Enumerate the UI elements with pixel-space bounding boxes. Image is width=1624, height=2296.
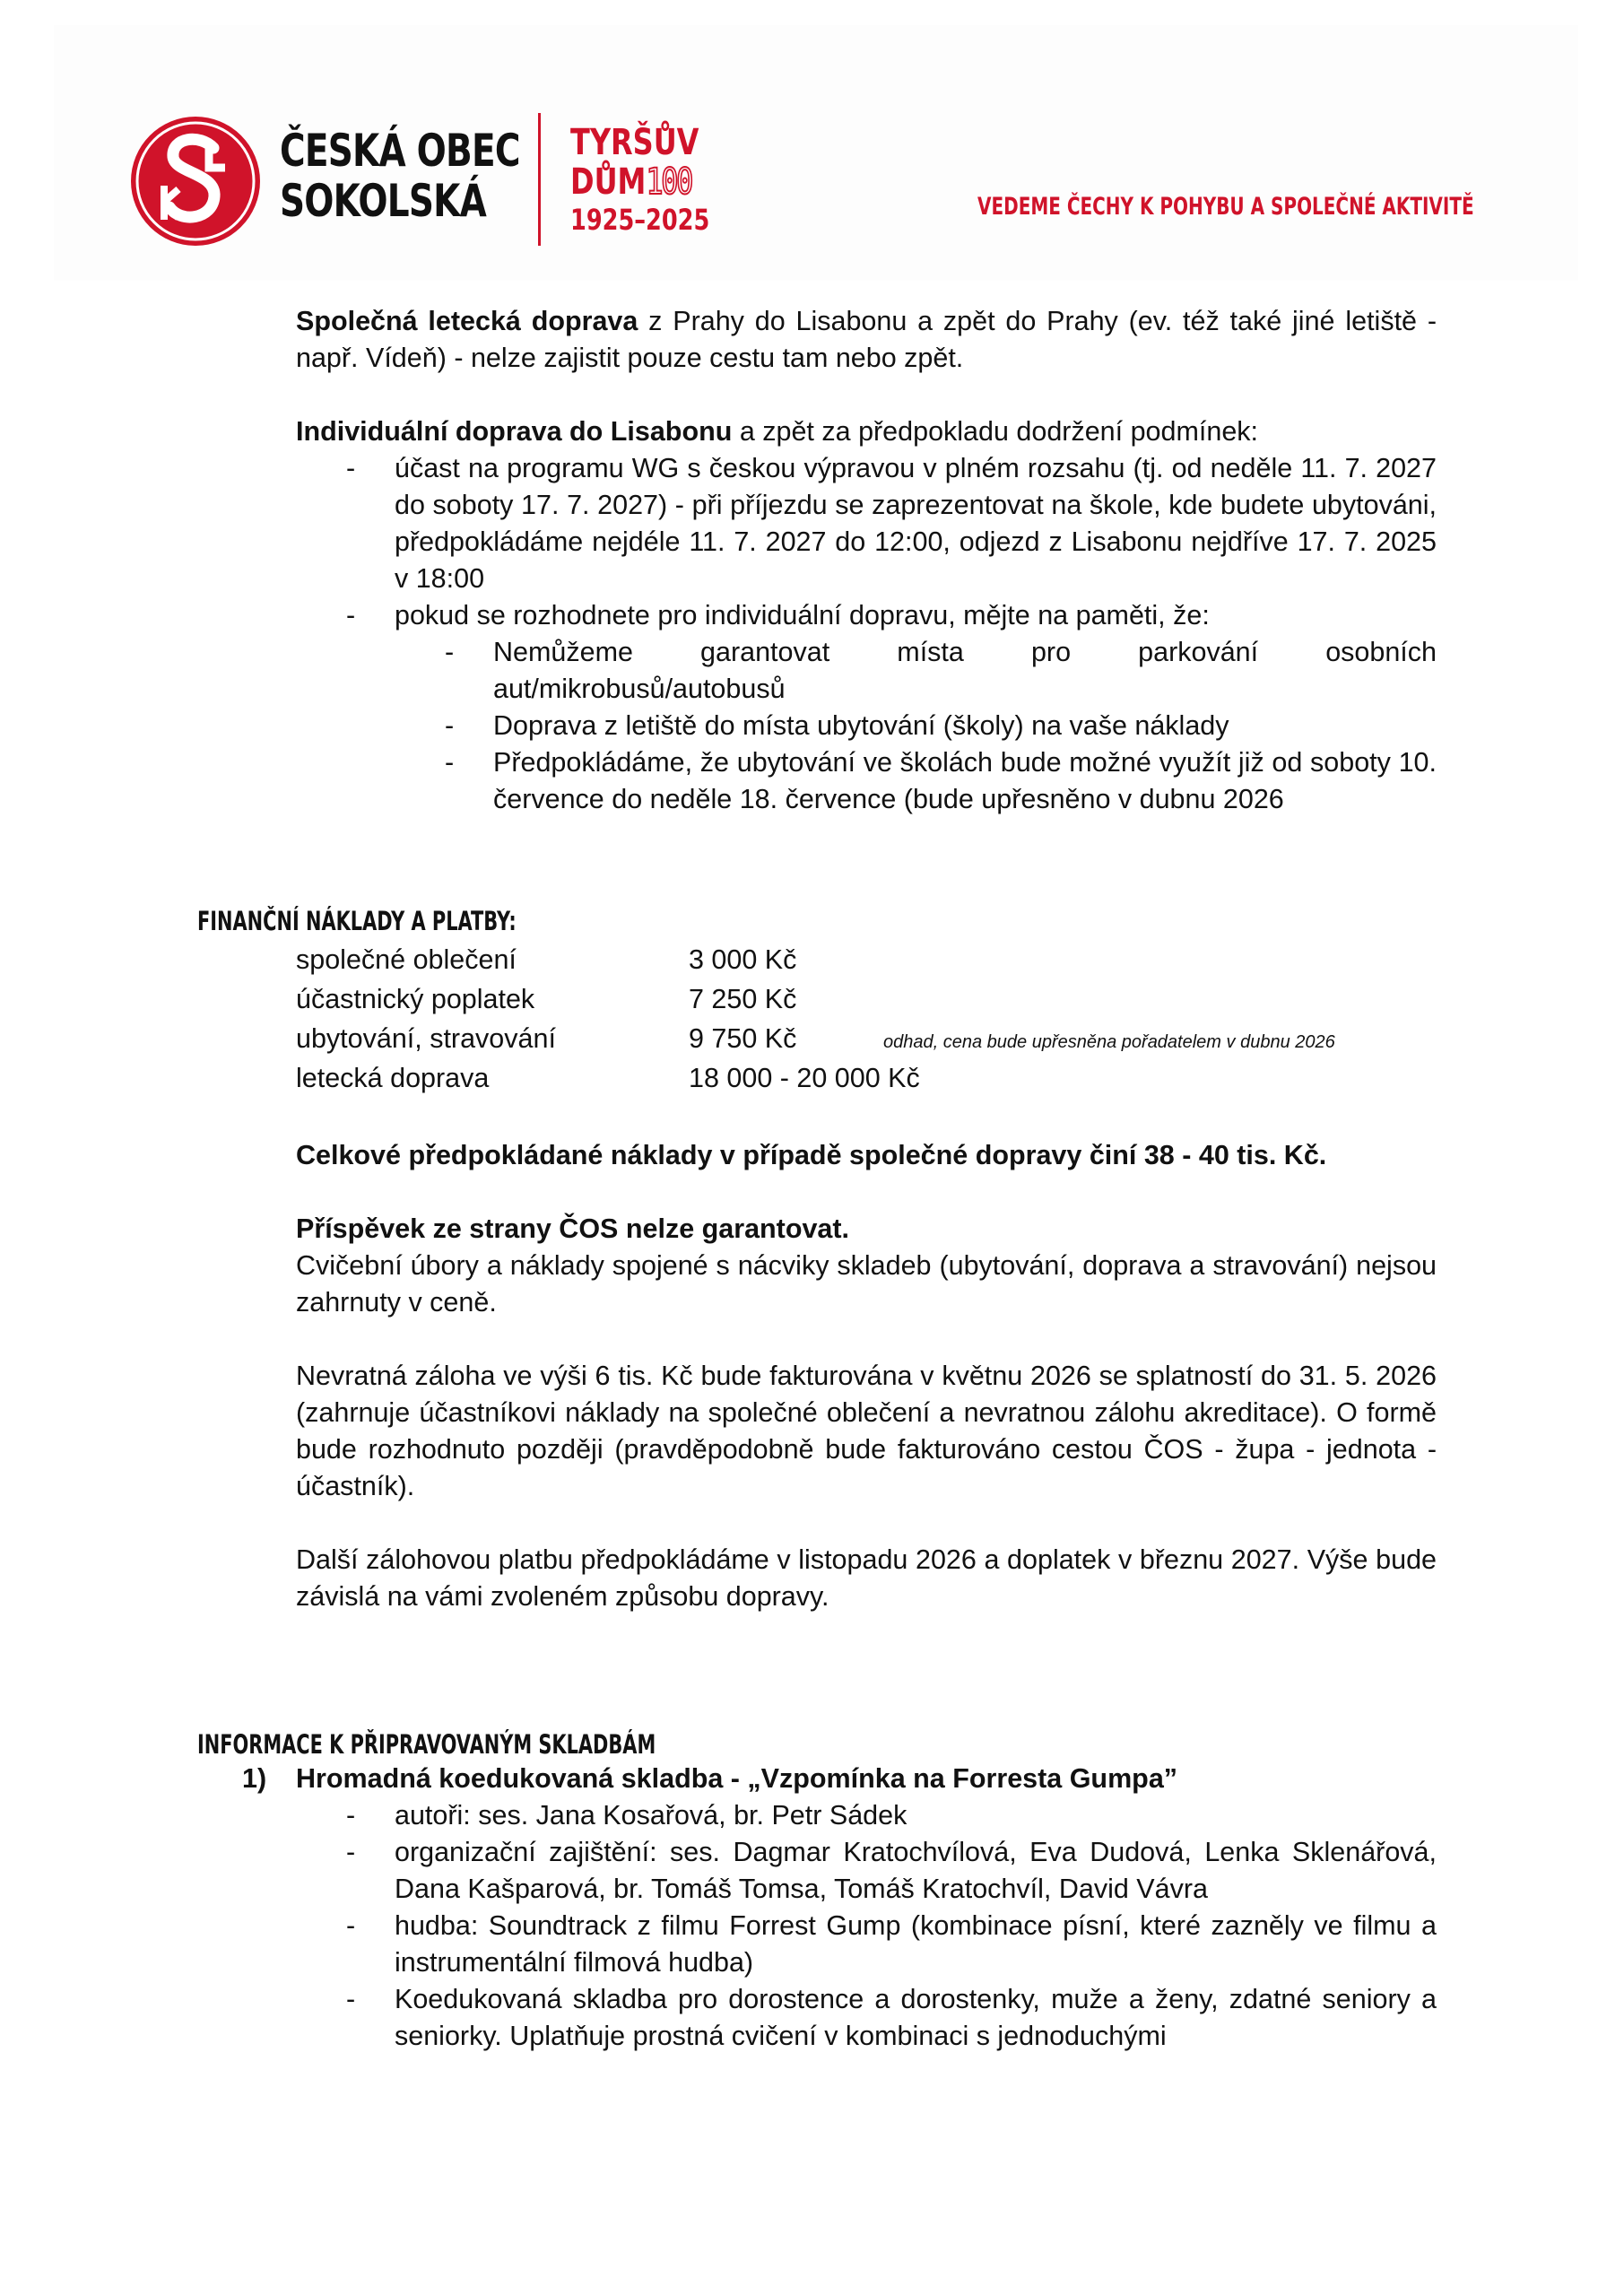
dash-bullet: - (445, 637, 455, 667)
sub-list-item (296, 634, 1437, 708)
composition-item (242, 1761, 1437, 2055)
list-item-text: Koedukovaná skladba pro dorostence a dorostenky, muže a ženy, zdatné seniory a seniorky. Uplatňuje prostná cvičení v kombinaci s jednoduchými (395, 1984, 1437, 2051)
sub-list-item (296, 744, 1437, 818)
cost-value: 7 250 Kč (689, 984, 797, 1014)
dash-bullet: - (346, 1984, 356, 2014)
list-item-text: hudba: Soundtrack z filmu Forrest Gump (kombinace písní, které zazněly ve filmu a instrumentální filmová hudba) (395, 1910, 1437, 1978)
total-cost: Celkové předpokládané náklady v případě společné dopravy činí 38 - 40 tis. Kč. (296, 1140, 1327, 1170)
contribution-title: Příspěvek ze strany ČOS nelze garantovat. (296, 1213, 850, 1244)
list-item (296, 597, 1437, 634)
list-item-text: pokud se rozhodnete pro individuální dopravu, mějte na paměti, že: (395, 600, 1210, 631)
compositions-list (242, 1761, 1437, 2055)
cost-value: 18 000 - 20 000 Kč (689, 1063, 920, 1093)
next-payment-text: Další zálohovou platbu předpokládáme v listopadu 2026 a doplatek v březnu 2027. Výše bude závislá na vámi zvoleném způsobu dopravy. (296, 1544, 1437, 1612)
composition-title: Hromadná koedukovaná skladba - „Vzpomínka na Forresta Gumpa” (296, 1763, 1178, 1794)
cost-label: ubytování, stravování (296, 1023, 556, 1054)
cost-value: 9 750 Kč (689, 1023, 797, 1054)
deposit-text: Nevratná záloha ve výši 6 tis. Kč bude fakturována v květnu 2026 se splatností do 31. 5. 2026 (zahrnuje účastníkovi náklady na společné oblečení a nevratnou zálohu akreditace). O formě bude rozhodnuto později (pravděpodobně bude fakturováno cestou ČOS - župa - jednota - účastník). (296, 1361, 1437, 1501)
tagline: VEDEME ČECHY K POHYBU A SPOLEČNÉ AKTIVITĚ (977, 193, 1474, 221)
cost-label: účastnický poplatek (296, 984, 535, 1014)
header-divider (538, 113, 541, 246)
anniversary-line1: TYRŠŮV (570, 122, 699, 163)
anniversary-years: 1925–2025 (570, 203, 710, 237)
individual-transport-paragraph (296, 413, 1437, 450)
list-item (296, 1834, 1437, 1908)
dash-bullet: - (445, 710, 455, 741)
organization-name (280, 126, 520, 226)
group-transport-paragraph (296, 303, 1437, 377)
sokol-emblem-icon (128, 114, 263, 248)
composition-number: 1) (242, 1763, 267, 1794)
sub-list-item (296, 708, 1437, 744)
list-item (296, 450, 1437, 597)
list-item-text: organizační zajištění: ses. Dagmar Kratochvílová, Eva Dudová, Lenka Sklenářová, Dana Kašparová, br. Tomáš Tomsa, Tomáš Kratochvíl, David Vávra (395, 1837, 1437, 1904)
dash-bullet: - (346, 1800, 356, 1831)
org-name-line1: ČESKÁ OBEC (280, 125, 520, 177)
compositions-heading: INFORMACE K PŘIPRAVOVANÝM SKLADBÁM (197, 1729, 656, 1760)
finance-notes (296, 1137, 1437, 1615)
contribution-text: Cvičební úbory a náklady spojené s nácviky skladeb (ubytování, doprava a stravování) nejsou zahrnuty v ceně. (296, 1250, 1437, 1318)
dash-bullet: - (346, 1837, 356, 1867)
cost-label: společné oblečení (296, 944, 517, 975)
group-transport-text: z Prahy do Lisabonu a zpět do Prahy (ev. též také jiné letiště - např. Vídeň) - nelze zajistit pouze cestu tam nebo zpět. (296, 306, 1437, 373)
list-item (296, 1908, 1437, 1981)
dash-bullet: - (445, 747, 455, 778)
dash-bullet: - (346, 453, 356, 483)
list-item-text: autoři: ses. Jana Kosařová, br. Petr Sádek (395, 1800, 908, 1831)
anniversary-number: 100 (646, 161, 691, 203)
finance-heading: FINANČNÍ NÁKLADY A PLATBY: (197, 906, 517, 936)
sub-list-item-text: Doprava z letiště do místa ubytování (školy) na vaše náklady (493, 710, 1229, 741)
org-name-line2: SOKOLSKÁ (280, 175, 486, 227)
composition-details (296, 1797, 1437, 2055)
composition-title-line (242, 1761, 1437, 1797)
group-transport-title: Společná letecká doprava (296, 306, 638, 336)
list-item (296, 1797, 1437, 1834)
conditions-list (296, 450, 1437, 818)
transport-section (296, 303, 1437, 818)
cost-value: 3 000 Kč (689, 944, 797, 975)
list-item (296, 1981, 1437, 2055)
dash-bullet: - (346, 1910, 356, 1941)
sub-list-item-text: Předpokládáme, že ubytování ve školách bude možné využít již od soboty 10. července do neděle 18. července (bude upřesněno v dubnu 2026 (493, 747, 1437, 814)
anniversary-word: DŮM (570, 161, 647, 203)
anniversary-logo (570, 123, 709, 238)
anniversary-line2 (570, 162, 709, 202)
sub-list-item-text: Nemůžeme garantovat místa pro parkování osobních aut/mikrobusů/autobusů (493, 637, 1437, 704)
individual-transport-title: Individuální doprava do Lisabonu (296, 416, 733, 447)
list-item-text: účast na programu WG s českou výpravou v plném rozsahu (tj. od neděle 11. 7. 2027 do soboty 17. 7. 2027) - při příjezdu se zaprezentovat na škole, kde budete ubytováni, předpokládáme nejdéle 11. 7. 2027 do 12:00, odjezd z Lisabonu nejdříve 17. 7. 2025 v 18:00 (395, 453, 1437, 594)
dash-bullet: - (346, 600, 356, 631)
individual-transport-text: a zpět za předpokladu dodržení podmínek: (732, 416, 1259, 447)
cost-note: odhad, cena bude upřesněna pořadatelem v dubnu 2026 (883, 1032, 1335, 1052)
cost-label: letecká doprava (296, 1063, 490, 1093)
